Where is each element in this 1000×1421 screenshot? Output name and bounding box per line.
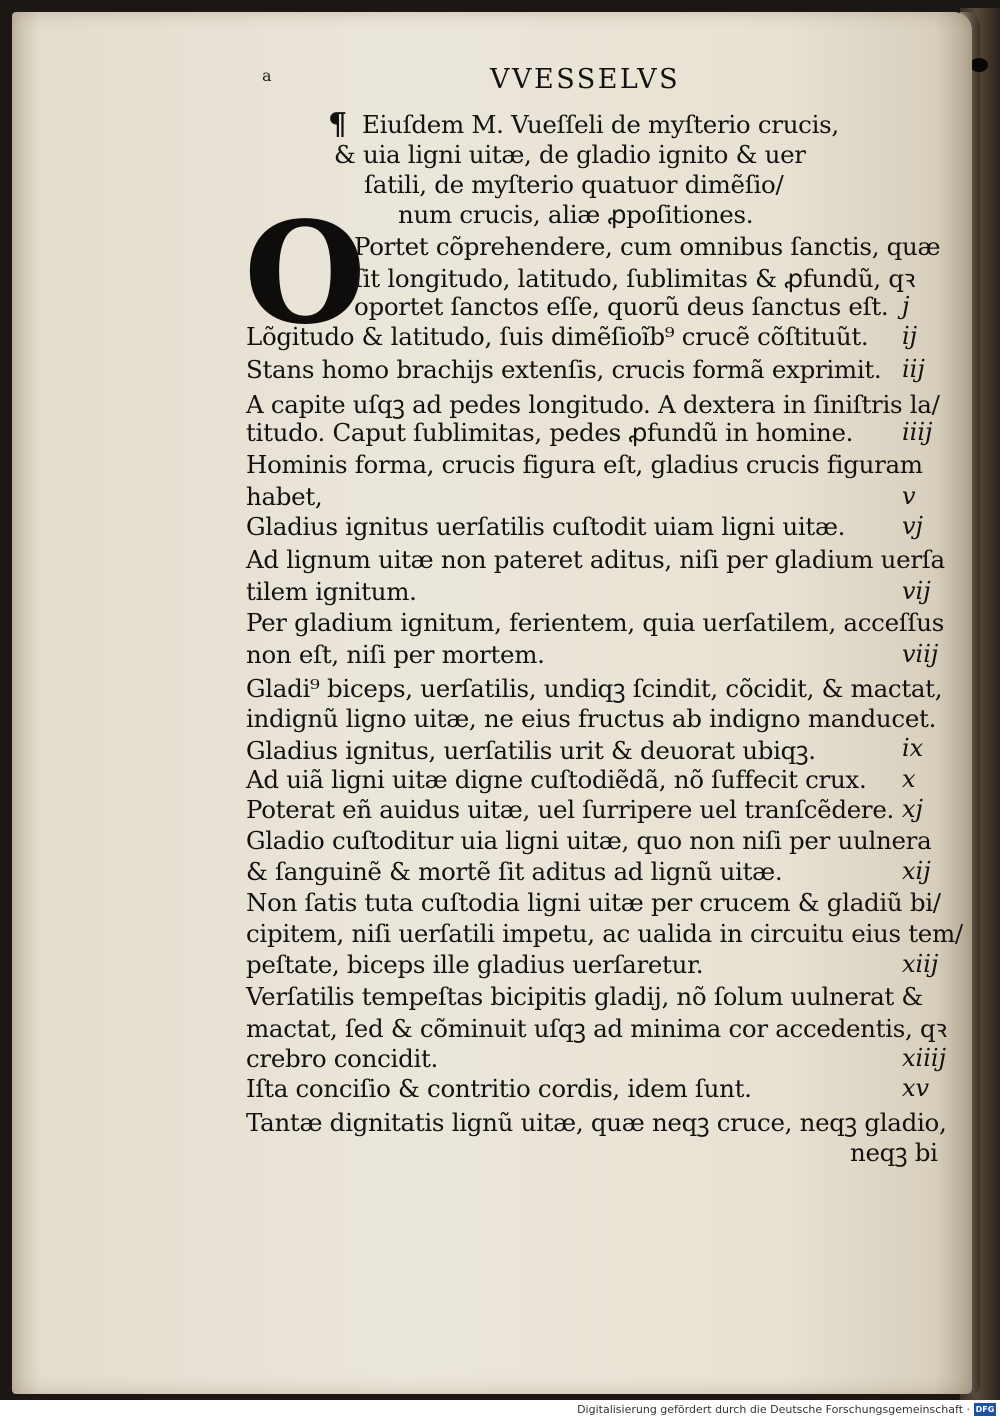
line-text: ſit longitudo, latitudo, ſublimitas & ꝓfundũ, qꝛ [354, 264, 916, 293]
line-text: Stans homo brachijs extenſis, crucis formã exprimit. [246, 355, 882, 384]
line-text: cipitem, niſi uerſatili impetu, ac ualida in circuitu eius tem/ [246, 919, 963, 948]
line-text: Gladius ignitus, uerſatilis urit & deuorat ubiqꝫ. [246, 736, 816, 765]
binding-hole [970, 58, 988, 72]
line-text: Per gladium ignitum, ferientem, quia uerſatilem, acceſſus [246, 608, 945, 637]
line-number: viij [902, 640, 939, 668]
line-text: non eſt, niſi per mortem. [246, 640, 545, 669]
line-text: indignũ ligno uitæ, ne eius fructus ab indigno manducet. [246, 704, 937, 733]
line-text: oportet ſanctos eſſe, quorũ deus ſanctus eſt. [354, 292, 889, 321]
line-number: j [902, 292, 910, 320]
running-title: VVESSELVS [490, 64, 681, 95]
dropcap-initial: O [244, 192, 366, 356]
line-text: peſtate, biceps ille gladius uerſaretur. [246, 950, 704, 979]
line-number: x [902, 765, 916, 793]
line-number: v [902, 482, 916, 510]
line-text: tilem ignitum. [246, 577, 417, 606]
line-text: Hominis forma, crucis figura eſt, gladius crucis figuram [246, 450, 923, 479]
line-text: Tantæ dignitatis lignũ uitæ, quæ neqꝫ cruce, neqꝫ gladio, [246, 1108, 947, 1137]
line-number: xiiij [902, 1044, 947, 1072]
line-number: xv [902, 1074, 930, 1102]
paragraph-mark-icon: ¶ [328, 107, 348, 142]
line-text: crebro concidit. [246, 1044, 439, 1073]
line-text: & ſanguinẽ & mortẽ ſit aditus ad lignũ uitæ. [246, 857, 783, 886]
line-text: Verſatilis tempeſtas bicipitis gladij, nõ ſolum uulnerat & [246, 982, 923, 1011]
line-number: xiij [902, 950, 939, 978]
line-text: neqꝫ bi [850, 1138, 938, 1167]
line-text: habet, [246, 482, 323, 511]
line-number: ij [902, 322, 918, 350]
line-number: iiij [902, 418, 933, 446]
line-text: titudo. Caput ſublimitas, pedes ꝓfundũ in homine. [246, 418, 854, 447]
line-text: Ad lignum uitæ non pateret aditus, niſi per gladium uerſa [246, 545, 945, 574]
line-text: Portet cõprehendere, cum omnibus ſanctis, quæ [354, 232, 941, 261]
line-text: Ad uiã ligni uitæ digne cuſtodiẽdã, nõ ſuffecit crux. [246, 765, 867, 794]
heading-line: ſatili, de myſterio quatuor dimẽſio/ [364, 170, 784, 199]
line-number: ix [902, 734, 924, 762]
line-text: Lõgitudo & latitudo, ſuis dimẽſioĩb⁹ crucẽ cõſtituũt. [246, 322, 869, 351]
heading-line: Eiuſdem M. Vueſſeli de myſterio crucis, [362, 110, 839, 139]
line-text: A capite uſqꝫ ad pedes longitudo. A dextera in ſiniſtris la/ [246, 390, 940, 419]
dfg-logo: DFG [975, 1405, 995, 1414]
heading-line: & uia ligni uitæ, de gladio ignito & uer [334, 140, 806, 169]
line-number: xij [902, 857, 931, 885]
line-number: iij [902, 355, 925, 383]
line-text: Gladius ignitus uerſatilis cuſtodit uiam ligni uitæ. [246, 512, 846, 541]
digitization-credit: Digitalisierung gefördert durch die Deutsche Forschungsgemeinschaft · [577, 1403, 970, 1416]
line-text: Poterat eñ auidus uitæ, uel ſurripere uel tranſcẽdere. [246, 795, 895, 824]
line-text: Iſta conciſio & contritio cordis, idem ſunt. [246, 1074, 752, 1103]
line-text: mactat, ſed & cõminuit uſqꝫ ad minima cor accedentis, qꝛ [246, 1014, 947, 1043]
line-number: vij [902, 577, 931, 605]
line-text: Gladio cuſtoditur uia ligni uitæ, quo non niſi per uulnera [246, 826, 932, 855]
heading-line: num crucis, aliæ ꝓpoſitiones. [398, 200, 754, 229]
page-mark: a [262, 66, 272, 85]
line-text: Non ſatis tuta cuſtodia ligni uitæ per crucem & gladiũ bi/ [246, 888, 941, 917]
line-number: xj [902, 795, 923, 823]
line-number: vj [902, 512, 923, 540]
line-text: Gladi⁹ biceps, uerſatilis, undiqꝫ ſcindit, cõcidit, & mactat, [246, 674, 943, 703]
